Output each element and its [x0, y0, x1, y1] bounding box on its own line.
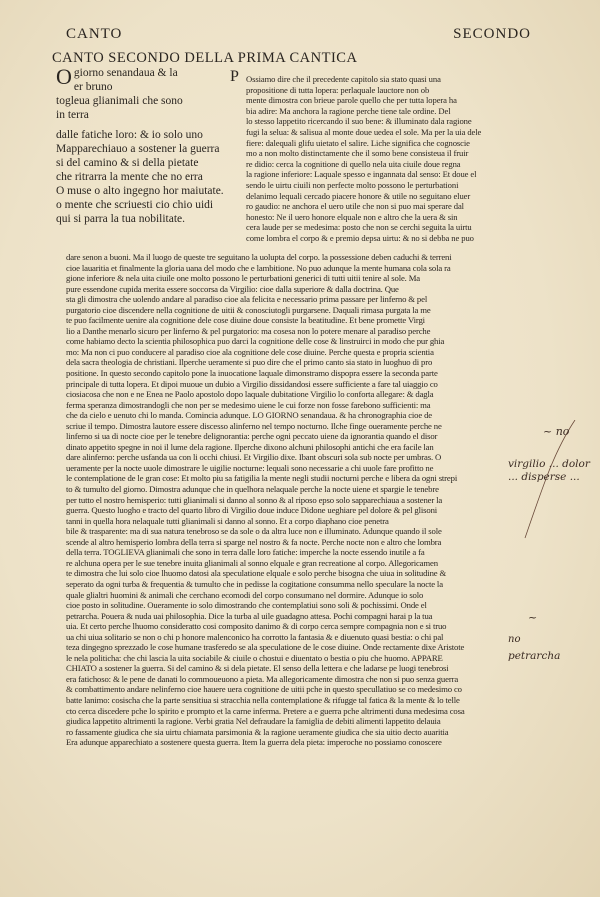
commentary-line: mente dimostra con brieue parole quello che per tutta lopera ha: [246, 95, 457, 106]
commentary-line: seperato da ogni turba & frequentia & tumulto che in pedisse la cogitatione consumma nello speculare la nocte la: [66, 578, 443, 589]
verse-line: o mente che scriuesti cio chio uidi: [56, 199, 214, 211]
verse-initial: O: [56, 64, 72, 89]
commentary-line: gione inferiore & nela uita ciuile one molto possono le perturbationi generici di tutti uitii tenire al sole. Ma: [66, 273, 421, 284]
commentary-line: cto cerca discedere pche lo spirito e prompto et la carne inferma. Pretere a e guerra pche altrimenti duna medesima cosa: [66, 705, 465, 716]
page-title: CANTO SECONDO DELLA PRIMA CANTICA: [52, 50, 358, 66]
commentary-line: bile & trasparente: ma di sua natura tenebroso se da sole o da altra luce non e illuminato. Adunque quando il sole: [66, 526, 442, 537]
commentary-line: linferno si ua di nocte cioe per le tenebre delignorantia: perche ogni peccato uiene da ignorantia quando el disor: [66, 431, 438, 442]
verse-line: togleua glianimali che sono: [56, 95, 183, 107]
commentary-line: dinato appetito spegne in noi il lume dela ragione. Ilperche dixono alchuni philosophi antichi che era facile lan: [66, 441, 434, 452]
verse-line: qui si parra la tua nobilitate.: [56, 213, 186, 225]
commentary-initial: P: [230, 68, 239, 85]
commentary-line: purgatorio cioe discendere nella cognitione de uitii & conosciutogli purgarsene. Daquali rimasa purgata la me: [66, 304, 431, 315]
commentary-line: mo: Ma non ci puo conducere al paradiso cioe ala cognitione dele cose diuine. Perche questa e propria scientia: [66, 346, 434, 357]
marginal-note: no: [508, 634, 521, 645]
commentary-line: pure essendone cupida merita essere soccorsa da Virgilio: cioe dalla superiore & dalla doctrina. Que: [66, 283, 399, 294]
commentary-line: mo a non molto distinctamente che il somo bene consisteua il fruir: [246, 148, 469, 159]
commentary-line: Ossiamo dire che il precedente capitolo sia stato quasi una: [246, 74, 441, 84]
commentary-line: lo stesso lappetito ricercando il suo bene: & illuminato dala ragione: [246, 116, 472, 127]
commentary-line: bia adire: Ma anchora la ragione perche tiene tale ordine. Del: [246, 105, 451, 116]
commentary-line: scende al altro hemisperio lombra della terra si sparge nel nostro & fa nocte. Perche nocte non e altro che lombra: [66, 536, 442, 547]
commentary-line: honesto: Ne il uero honore elquale non e altro che la uera & sin: [246, 211, 458, 222]
commentary-line: uia. Et certo perche lhuomo consideratto cosi composito danimo & di corpo cerca sempre compagnia non e si truo: [66, 621, 447, 632]
commentary-line: quale glialtri huomini & animali che cerchano ecomodi del corpo consumano nel dormire. Adunque io solo: [66, 589, 424, 600]
commentary-line: dare alinferno: perche usfanda ua con li occhi chiusi. Et Virgilio dixe. Ibant obscuri sola sub nocte per umbras. O: [66, 452, 442, 463]
commentary-line: ferma speranza dimostrandogli che non per se medesimo uiene le cui forze non fosse farebono sufficienti: ma: [66, 399, 431, 410]
commentary-line: re didio: cerca la cognitione di quello nela uita ciuile doue regna: [246, 158, 461, 169]
commentary-line: Era adunque apparechiato a sostenere questa guerra. Item la guerra dela pieta: imperoche no possiamo conoscere: [66, 737, 442, 748]
commentary-line: era fatichoso: & le pene de danati lo commoueuono a pieta. Ma allegoricamente dimostra che non si puo senza guerra: [66, 673, 459, 684]
commentary-line: cioe lauaritia et finalmente la gloria uana del modo che e lambitione. No puo adunque la mente humana cola sola ra: [66, 262, 451, 273]
commentary-line: fugi la selua: & salisua al monte doue uedea el sole. Ma per la uia dele: [246, 126, 482, 137]
commentary-line: batte lanimo: cosischa che la parte sensitiua si stracchia nella contemplatione & rifugge tal fatica & la mente & lo telle: [66, 694, 460, 705]
running-head-left: CANTO: [66, 26, 123, 42]
commentary-line: la ragione inferiore: Laquale spesso e ingannata dal senso: Et doue el: [246, 169, 477, 180]
marginal-note: virgilio ... dolor ... disperse ...: [508, 458, 590, 483]
commentary-line: le contemplatione de le gran cose: Et molto piu sa fatigilia la mente negli studii nocturni perche e libera da ogni strepi: [66, 473, 458, 484]
commentary-line: per tutto el nostro hemisperio: tutti glianimali si danno al sonno & al riposo epso solo sapparechiaua a sostener la: [66, 494, 443, 505]
verse-line: O muse o alto ingegno hor maiutate.: [56, 185, 224, 197]
commentary-line: te dimostra che lui solo cioe lhuomo datosi ala speculatione elquale e solo perche bisogna che uiua in solitudine &: [66, 568, 447, 579]
running-head-right: SECONDO: [453, 26, 531, 42]
commentary-line: ro fassamente giudica che sia uirtu chiamata parsimonia & la ragione ueramente giudica che sia uitio decto auaritia: [66, 726, 449, 737]
commentary-line: CHIATO a sostener la guerra. Si del camino & si dela pietate. El senso della lettera e che ladarse pe luogi tenebrosi: [66, 663, 449, 674]
marginal-note: petrarcha: [508, 650, 561, 662]
commentary-line: fiere: dalequali glifu uietato el salire. Liche significa che cognoscie: [246, 137, 470, 148]
commentary-line: sta gli dimostra che uolendo andare al paradiso cioe ala felicita e necessario prima passare per linferno & pel: [66, 294, 428, 305]
commentary-line: & combattimento andare nelinferno cioe hauere uera cognitione de uitii pche in questo specullatiuo se co medesimo co: [66, 684, 462, 695]
commentary-line: scriue il tempo. Dimostra lautore essere discesso alinferno nel tempo nocturno. Ilche finge oueramente perche ne: [66, 420, 442, 431]
commentary-line: dela sacra theologia de christiani. Ilperche ueramente si puo dire che el primo canto sia stato in luoghuo di pro: [66, 357, 433, 368]
commentary-right-column: [246, 74, 532, 244]
commentary-line: ro gaudio: ne anchora el uero utile che non si puo mai sperare dal: [246, 201, 464, 212]
commentary-line: delanimo lequali cercado piacere honore & utile no seguitano eluer: [246, 190, 471, 201]
commentary-line: della terra. TOGLIEVA glianimali che sono in terra dalle loro fatiche: imperche la nocte essendo inutile a fa: [66, 547, 425, 558]
verse-line: in terra: [56, 109, 89, 121]
commentary-line: tanni in quella hora nelaquale tutti glianimali si danno al sonno. Et a corpo diaphano cioe penetra: [66, 515, 389, 526]
verse-block: [56, 64, 224, 226]
commentary-line: che da cielo e uenuto chi lo manda. Comincia adunque. LO GIORNO senandaua. & ha chronographia cioe de: [66, 410, 433, 421]
commentary-line: teza dingegno sprezzado le cose humane trasferedo se ala speculatione de le cose diuine. Onde rectamente dixe Aristote: [66, 642, 465, 653]
commentary-line: principale di tutta lopera. Et dipoi muoue un dubio a Virgilio dissidandosi essere sufficiente a fare tal uiaggio co: [66, 378, 438, 389]
commentary-line: sendo le uirtu ciuili non perfecte molto possono le perturbationi: [246, 179, 459, 190]
marginal-note: ~: [528, 611, 538, 624]
commentary-line: re alchuna opera per le sue tenebre inuita glianimali al sonno elquale e gran recreatione al corpo. Allegoricamen: [66, 557, 438, 568]
commentary-line: giudica lappetito altrimenti la ragione. Verbi gratia Nel defraudare la famiglia de debiti alimenti lappetito delauia: [66, 716, 441, 727]
commentary-main-block: [66, 252, 534, 748]
commentary-line: le nela politicha: che chi lascia la uita sociabile & ciuile o chostui e diuentato o bestia o piu che huomo. APPARE: [66, 652, 443, 663]
commentary-line: ua chi uiua solitario se non o chi p honore malenconico ha corrotto la fantasia & e diuenuto quasi bestia: o chi pal: [66, 631, 444, 642]
commentary-line: te puo facilmente uenire ala cognitione dele cose diuine doue consiste la beatitudine. Et bene promette Virgi: [66, 315, 425, 326]
commentary-line: cera laude per se medesima: posto che non se cerchi seguita la uirtu: [246, 222, 472, 233]
commentary-line: propositione di tutta lopera: perlaquale lauctore non ob: [246, 84, 430, 95]
commentary-line: to & tumulto del giorno. Dimostra adunque che in quelhora nelaquale perche la nocte uiene et spargie le tenebre: [66, 484, 439, 495]
verse-line: er bruno: [73, 81, 113, 93]
commentary-line: lio a Danthe menarlo sicuro per linferno & pel purgatorio: ma cosesa non lo potere menare al paradiso perche: [66, 325, 431, 336]
commentary-line: ciosiacosa che non e ne Enea ne Paolo apostolo dopo laquale dubitatione Virgilio lo conforta allegare: & dagla: [66, 389, 434, 400]
commentary-line: guerra. Questo luogho e tracto del quarto libro di Virgilio doue induce Didone ueghiare pel dolore & pel glisoni: [66, 505, 438, 516]
verse-line: dalle fatiche loro: & io solo uno: [56, 129, 203, 141]
marginal-note: ~ no: [543, 425, 570, 438]
verse-line: si del camino & si della pietate: [56, 157, 199, 169]
commentary-line: cioe posto in solitudine. Oueramente io solo dimostrando che contemplatiui sono soli & pochissimi. Onde el: [66, 600, 427, 611]
running-head: [66, 26, 531, 43]
verse-line: giorno senandaua & la: [73, 67, 178, 79]
commentary-line: come lombra el corpo & e premio depsa uirtu: & no si debba ne puo: [246, 232, 474, 243]
commentary-line: dare senon a buoni. Ma il luogo de queste tre seguitano la uolupta del corpo. la possessione deben caduchi & terreni: [66, 252, 452, 262]
verse-line: che ritrarra la mente che no erra: [56, 171, 203, 183]
commentary-line: ueramente per la nocte uuole dimostrare le uigilie nocturne: lequali sono necessarie a chi uuole fare profitto ne: [66, 462, 434, 473]
commentary-line: petrarcha. Pouera & nuda uai philosophia. Dice la turba al uile guadagno attesa. Pochi compagni harai p la tua: [66, 610, 433, 621]
commentary-line: come habiamo decto la scientia philosophica puo darci la cognitione delle cose & linstruirci in modo che pur ghia: [66, 336, 445, 347]
commentary-line: positione. In questo secondo capitolo pone la inuocatione laquale dimonstramo dispopra essere la seconda parte: [66, 368, 438, 379]
verse-line: Mapparechiauo a sostener la guerra: [56, 143, 220, 155]
